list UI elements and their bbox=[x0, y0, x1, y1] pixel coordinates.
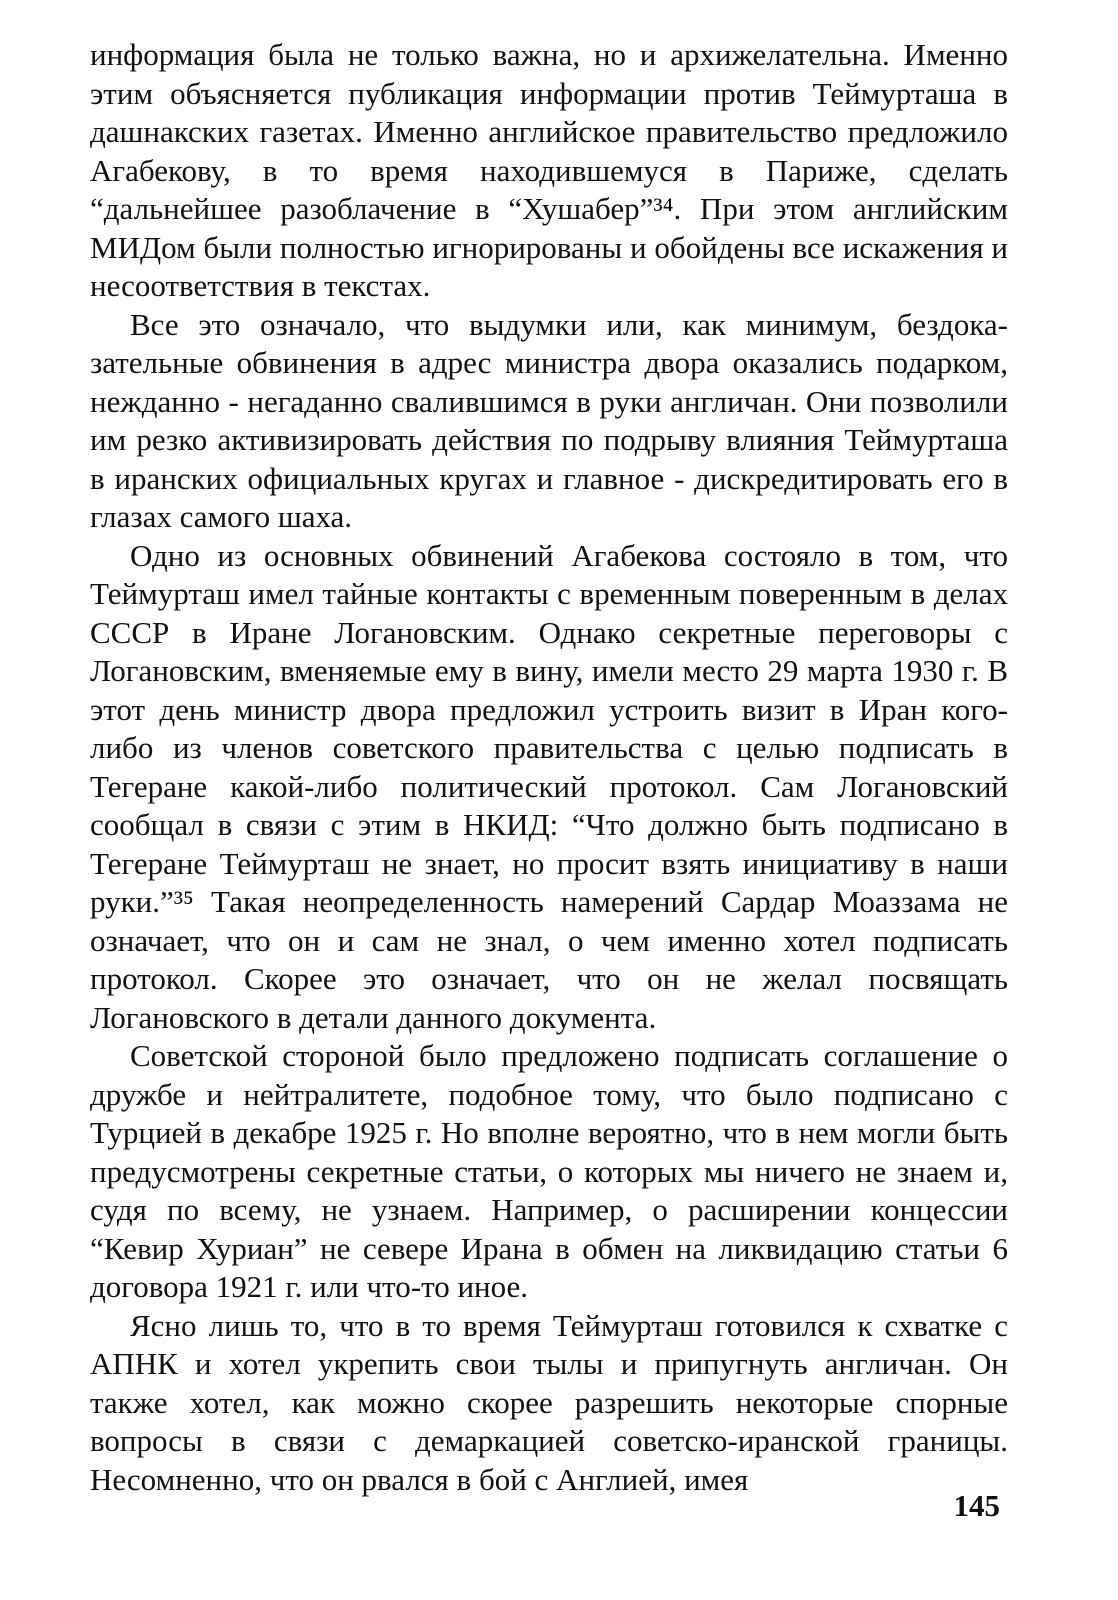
paragraph-5: Ясно лишь то, что в то время Теймурташ готовился к схватке с АПНК и хотел укрепить свои тылы и припугнуть англичан. Он также хотел, как можно скорее разрешить некоторые спорные вопросы в связи с демаркацией советско-иранской границы. Несомненно, что он рвался в бой с Англией, имея bbox=[90, 1307, 1008, 1497]
paragraph-2: Все это означало, что выдумки или, как минимум, бездоказательные обвинения в адрес министра двора оказались подарком, нежданно - негаданно свалившимся в руки англичан. Они позволили им резко активизировать действия по подрыву влияния Теймурташа в иранских официальных кругах и главное - дискредитировать его в глазах самого шаха. bbox=[90, 306, 1008, 534]
paragraph-3: Одно из основных обвинений Агабекова состояло в том, что Теймурташ имел тайные контакты с временным поверенным в делах СССР в Иране Логановским. Однако секретные переговоры с Логановским, вменяемые ему в вину, имели место 29 марта 1930 г. В этот день министр двора предложил устроить визит в Иран кого-либо из членов советского правительства с целью подписать в Тегеране какой-либо политический протокол. Сам Логановский сообщал в связи с этим в НКИД: “Что должно быть подписано в Тегеране Теймурташ не знает, но просит взять инициативу в наши руки.”³⁵ Такая неопределенность намерений Сардар Моаззама не означает, что он и сам не знал, о чем именно хотел подписать протокол. Скорее это означает, что он не желал посвящать Логановского в детали данного документа. bbox=[90, 537, 1008, 1035]
paragraph-4: Советской стороной было предложено подписать соглашение о дружбе и нейтралитете, подобное тому, что было подписано с Турцией в декабре 1925 г. Но вполне вероятно, что в нем могли быть предусмотрены секретные статьи, о которых мы ничего не знаем и, судя по всему, не узнаем. Например, о расширении концессии “Кевир Хуриан” не севере Ирана в обмен на ликвидацию статьи 6 договора 1921 г. или что-то иное. bbox=[90, 1038, 1008, 1304]
paragraph-1: информация была не только важна, но и архижелательна. Именно этим объясняется публикация информации против Теймурташа в дашнакских газетах. Именно английское правительство предложило Агабекову, в то время находившемуся в Париже, сделать “дальнейшее разоблачение в “Хушабер”³⁴. При этом английским МИДом были полностью игнорированы и обойдены все искажения и несоответствия в текстах. bbox=[90, 37, 1008, 303]
page-body bbox=[90, 36, 1008, 1499]
page-number: 145 bbox=[953, 1488, 1000, 1523]
